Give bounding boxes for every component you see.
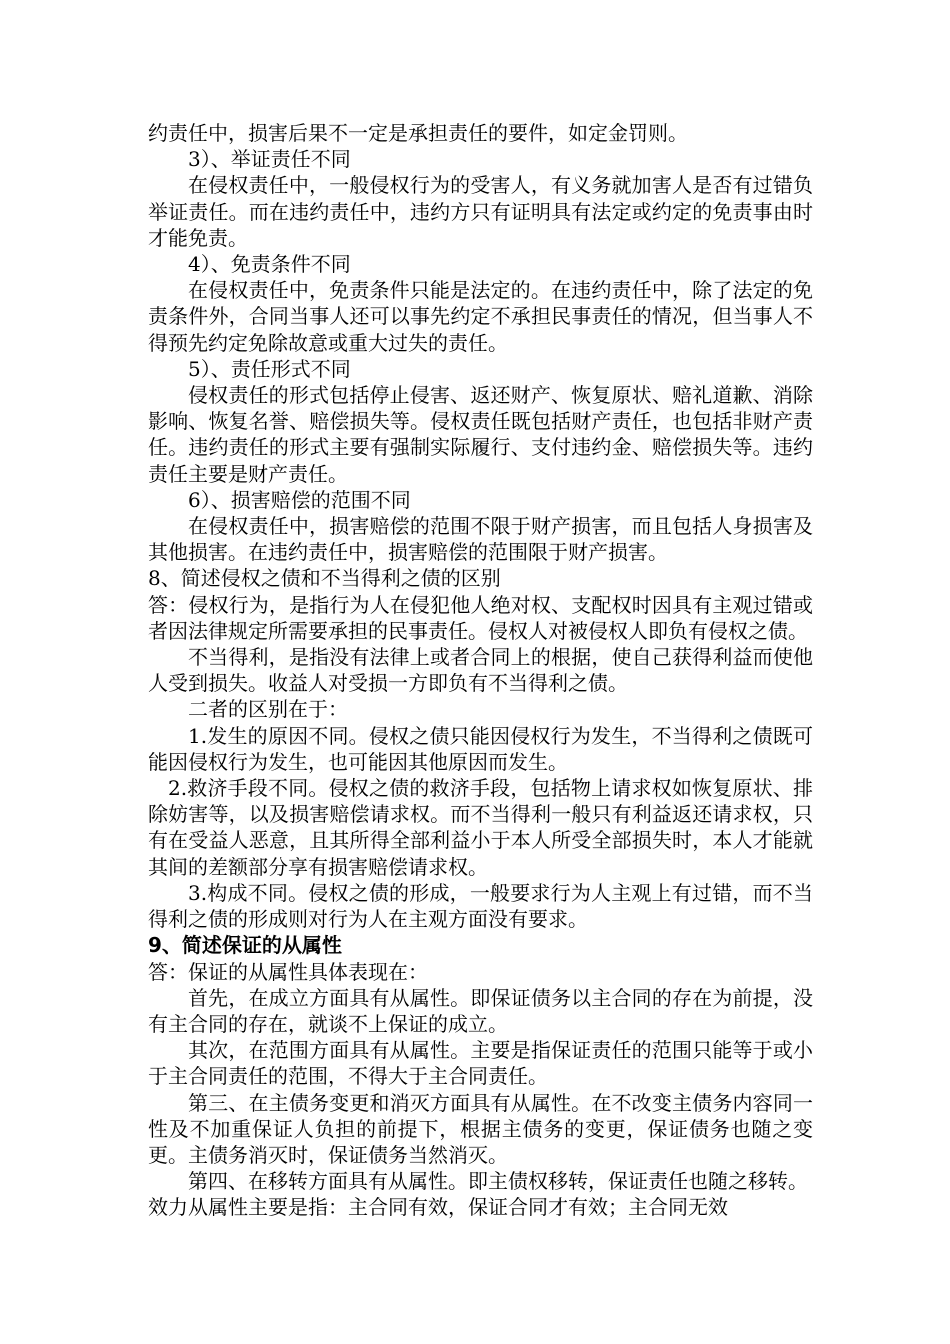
paragraph: 侵权责任的形式包括停止侵害、返还财产、恢复原状、赔礼道歉、消除影响、恢复名誉、赔偿损失等。侵权责任既包括财产责任，也包括非财产责任。违约责任的形式主要有强制实际履行、支付违约金、赔偿损失等。违约责任主要是财产责任。 — [148, 383, 813, 486]
paragraph: 不当得利，是指没有法律上或者合同上的根据，使自己获得利益而使他人受到损失。收益人对受损一方即负有不当得利之债。 — [148, 645, 813, 696]
subheading: 6）、损害赔偿的范围不同 — [188, 487, 411, 512]
paragraph: 在侵权责任中，损害赔偿的范围不限于财产损害，而且包括人身损害及其他损害。在违约责任中，损害赔偿的范围限于财产损害。 — [148, 514, 813, 565]
subheading: 5）、责任形式不同 — [188, 356, 351, 381]
answer-paragraph: 答：侵权行为，是指行为人在侵犯他人绝对权、支配权时因具有主观过错或者因法律规定所需要承担的民事责任。侵权人对被侵权人即负有侵权之债。 — [148, 592, 813, 643]
paragraph: 第三、在主债务变更和消灭方面具有从属性。在不改变主债务内容同一性及不加重保证人负担的前提下，根据主债务的变更，保证债务也随之变更。主债务消灭时，保证债务当然消灭。 — [148, 1090, 813, 1167]
paragraph: 其次，在范围方面具有从属性。主要是指保证责任的范围只能等于或小于主合同责任的范围，不得大于主合同责任。 — [148, 1038, 813, 1089]
question-heading: 9、简述保证的从属性 — [148, 933, 342, 958]
paragraph: 二者的区别在于： — [188, 697, 348, 722]
paragraph: 效力从属性主要是指：主合同有效，保证合同才有效；主合同无效 — [148, 1195, 728, 1220]
subheading: 4）、免责条件不同 — [188, 252, 351, 277]
paragraph: 在侵权责任中，免责条件只能是法定的。在违约责任中，除了法定的免责条件外，合同当事人还可以事先约定不承担民事责任的情况，但当事人不得预先约定免除故意或重大过失的责任。 — [148, 278, 813, 355]
answer-paragraph: 答：保证的从属性具体表现在： — [148, 959, 428, 984]
list-item: 1.发生的原因不同。侵权之债只能因侵权行为发生，不当得利之债既可能因侵权行为发生，也可能因其他原因而发生。 — [148, 723, 813, 774]
document-body — [148, 120, 813, 1221]
question-heading: 8、简述侵权之债和不当得利之债的区别 — [148, 566, 501, 591]
paragraph: 首先，在成立方面具有从属性。即保证债务以主合同的存在为前提，没有主合同的存在，就谈不上保证的成立。 — [148, 985, 813, 1036]
paragraph: 在侵权责任中，一般侵权行为的受害人，有义务就加害人是否有过错负举证责任。而在违约责任中，违约方只有证明具有法定或约定的免责事由时才能免责。 — [148, 173, 813, 250]
list-item: 3.构成不同。侵权之债的形成，一般要求行为人主观上有过错，而不当得利之债的形成则对行为人在主观方面没有要求。 — [148, 880, 813, 932]
paragraph: 第四、在移转方面具有从属性。即主债权移转，保证责任也随之移转。 — [188, 1169, 808, 1194]
paragraph: 约责任中，损害后果不一定是承担责任的要件，如定金罚则。 — [148, 121, 688, 145]
list-item: 2.救济手段不同。侵权之债的救济手段，包括物上请求权如恢复原状、排除妨害等，以及损害赔偿请求权。而不当得利一般只有利益返还请求权，只有在受益人恶意，且其所得全部利益小于本人所受全部损失时，本人才能就其间的差额部分享有损害赔偿请求权。 — [148, 776, 813, 879]
subheading: 3）、举证责任不同 — [188, 147, 351, 172]
